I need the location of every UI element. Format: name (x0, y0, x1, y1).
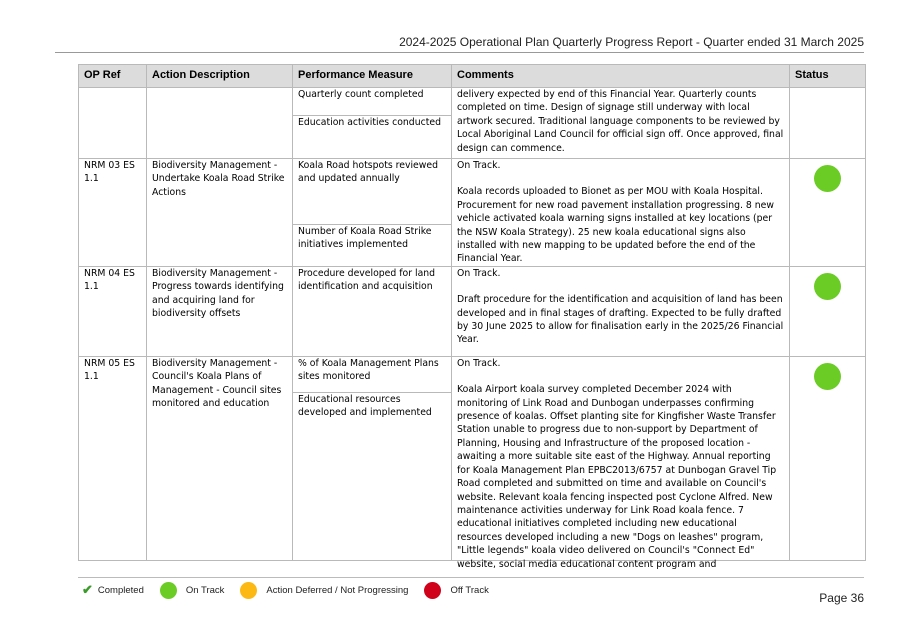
legend-item-on-track (160, 582, 225, 599)
status-cell (790, 356, 866, 560)
performance-measure-cell: % of Koala Management Plans sites monitored (293, 356, 452, 392)
action-description-cell: Biodiversity Management - Undertake Koala Road Strike Actions (147, 159, 293, 267)
status-cell (790, 159, 866, 267)
amber-dot-icon (240, 582, 257, 599)
comment-text: Draft procedure for the identification and acquisition of land has been developed and in final stages of drafting. Expected to be fully drafted by 30 June 2025 to allow for finalisation early in the 2025/26 Financial Year. (457, 294, 784, 346)
table-header-row (79, 65, 866, 88)
comment-text: Koala Airport koala survey completed December 2024 with monitoring of Link Road and Dunbogan underpasses confirming presence of koalas. Offset planting site for Kingfisher Waste Transfer Station unable to progress due to non-support by Department of Planning, Housing and Infrastructure of the proposed location - awaiting a more suitable site east of the Highway. Annual reporting for Koala Management Plan EPBC2013/6757 at Dunbogan Gravel Tip Road completed and submitted on time and available on Council's website. Relevant koala fencing inspected post Cyclone Alfred. New maintenance activities underway for Link Road koala fence. 7 educational initiatives completed including new educational resources developed including a new "Dogs on leashes" program, "Little legends" koala video delivered on Council's "Connect Ed" website, social media educational content program and (457, 384, 777, 570)
comments-cell (452, 356, 790, 570)
legend-label: On Track (185, 584, 225, 596)
check-icon: ✔ (82, 582, 93, 597)
comment-status-text: On Track. (457, 357, 501, 369)
column-header-performance-measure: Performance Measure (293, 65, 452, 88)
legend-item-deferred (240, 582, 408, 599)
column-header-status: Status (790, 65, 866, 88)
op-ref-cell: NRM 03 ES 1.1 (79, 159, 147, 267)
status-cell (790, 88, 866, 159)
table-row (79, 356, 866, 392)
red-dot-icon (424, 582, 441, 599)
performance-measure-cell: Koala Road hotspots reviewed and updated annually (293, 159, 452, 225)
performance-measure-cell: Education activities conducted (293, 116, 452, 159)
page-number: Page 36 (819, 591, 864, 605)
comments-cell (452, 88, 790, 159)
comment-status-text: On Track. (457, 267, 501, 279)
status-cell (790, 266, 866, 356)
performance-measure-cell: Number of Koala Road Strike initiatives implemented (293, 224, 452, 266)
legend-label: Action Deferred / Not Progressing (266, 584, 409, 596)
performance-measure-cell: Educational resources developed and implemented (293, 392, 452, 560)
column-header-op-ref: OP Ref (79, 65, 147, 88)
table-row (79, 88, 866, 116)
comments-cell (452, 266, 790, 356)
column-header-comments: Comments (452, 65, 790, 88)
comment-status-text: On Track. (457, 160, 501, 171)
legend-item-off-track (424, 582, 488, 599)
op-ref-cell: NRM 04 ES 1.1 (79, 266, 147, 356)
comment-text: Koala records uploaded to Bionet as per MOU with Koala Hospital. Procurement for new road pavement installation progressing. 8 new vehicle activated koala warning signs installed at key locations (per the NSW Koala Strategy). 25 new koala educational signs also installed with new mapping to be updated before the end of the Financial Year. (457, 186, 775, 265)
status-legend (82, 580, 505, 600)
op-ref-cell (79, 88, 147, 159)
on-track-status-icon (814, 165, 841, 192)
legend-label: Completed (97, 584, 144, 596)
performance-measure-cell: Procedure developed for land identification and acquisition (293, 266, 452, 356)
table-row (79, 266, 866, 356)
comments-cell (452, 159, 790, 267)
column-header-action-description: Action Description (147, 65, 293, 88)
action-description-cell: Biodiversity Management - Council's Koala Plans of Management - Council sites monitored and education (147, 356, 293, 560)
header-divider (55, 52, 864, 53)
green-dot-icon (160, 582, 177, 599)
action-description-cell (147, 88, 293, 159)
on-track-status-icon (814, 273, 841, 300)
comment-text: delivery expected by end of this Financial Year. Quarterly counts completed on time. Design of signage still underway with local artwork secured. Traditional language components to be reviewed by Local Aboriginal Land Council for official sign off. Once approved, final design can commence. (457, 89, 784, 154)
report-title: 2024-2025 Operational Plan Quarterly Progress Report - Quarter ended 31 March 2025 (399, 35, 864, 49)
on-track-status-icon (814, 363, 841, 390)
performance-measure-cell: Quarterly count completed (293, 88, 452, 116)
progress-table (78, 64, 866, 570)
legend-label: Off Track (450, 584, 489, 596)
legend-divider (78, 577, 864, 578)
action-description-cell: Biodiversity Management - Progress towards identifying and acquiring land for biodiversity offsets (147, 266, 293, 356)
legend-item-completed (82, 582, 144, 598)
table-row (79, 159, 866, 225)
op-ref-cell: NRM 05 ES 1.1 (79, 356, 147, 560)
